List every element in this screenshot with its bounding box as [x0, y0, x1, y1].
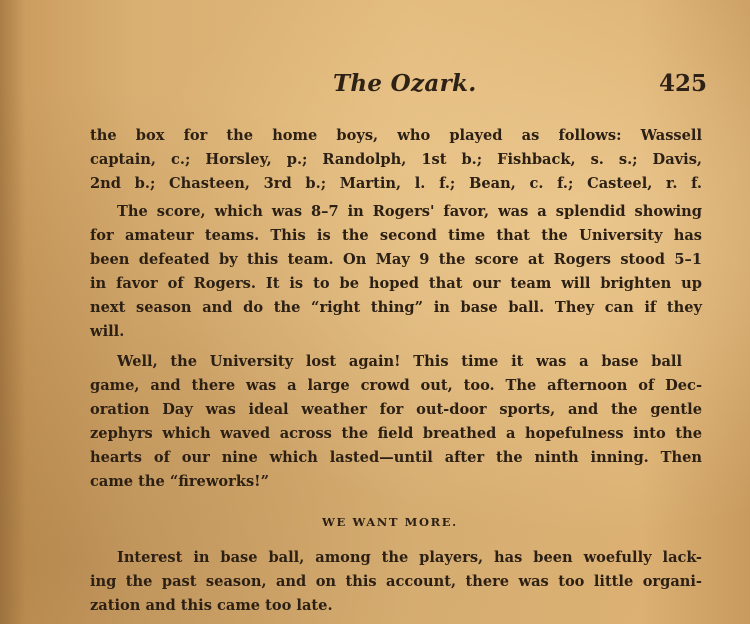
text-line: Interest in base ball, among the players, has been woefully lack- [117, 549, 702, 566]
text-line: zation and this came too late. [90, 597, 333, 614]
page-number: 425 [659, 70, 708, 97]
text-line: 2nd b.; Chasteen, 3rd b.; Martin, l. f.; Bean, c. f.; Casteel, r. f. [90, 175, 702, 192]
text-line: captain, c.; Horsley, p.; Randolph, 1st b.; Fishback, s. s.; Davis, [90, 151, 702, 168]
text-line: for amateur teams. This is the second time that the University has [90, 227, 702, 244]
text-line: been defeated by this team. On May 9 the score at Rogers stood 5–1 [90, 251, 702, 268]
text-line: Well, the University lost again! This time it was a base ball [117, 353, 682, 370]
text-line: the box for the home boys, who played as follows: Wassell [90, 127, 702, 144]
text-line: hearts of our nine which lasted—until after the ninth inning. Then [90, 449, 702, 466]
text-line: The score, which was 8–7 in Rogers' favor, was a splendid showing [117, 203, 702, 220]
section-heading [0, 512, 750, 532]
page-header [0, 70, 750, 104]
text-line: oration Day was ideal weather for out-door sports, and the gentle [90, 401, 702, 418]
running-title: The Ozark. [333, 70, 477, 97]
text-line: game, and there was a large crowd out, too. The afternoon of Dec- [90, 377, 702, 394]
text-line: will. [90, 323, 125, 340]
text-line: ing the past season, and on this account, there was too little organi- [90, 573, 702, 590]
text-line: in favor of Rogers. It is to be hoped that our team will brighten up [90, 275, 702, 292]
text-line: zephyrs which waved across the field breathed a hopefulness into the [90, 425, 702, 442]
section-heading-text: WE WANT MORE. [322, 515, 458, 529]
text-line: came the “fireworks!” [90, 473, 269, 490]
text-line: next season and do the “right thing” in base ball. They can if they [90, 299, 702, 316]
